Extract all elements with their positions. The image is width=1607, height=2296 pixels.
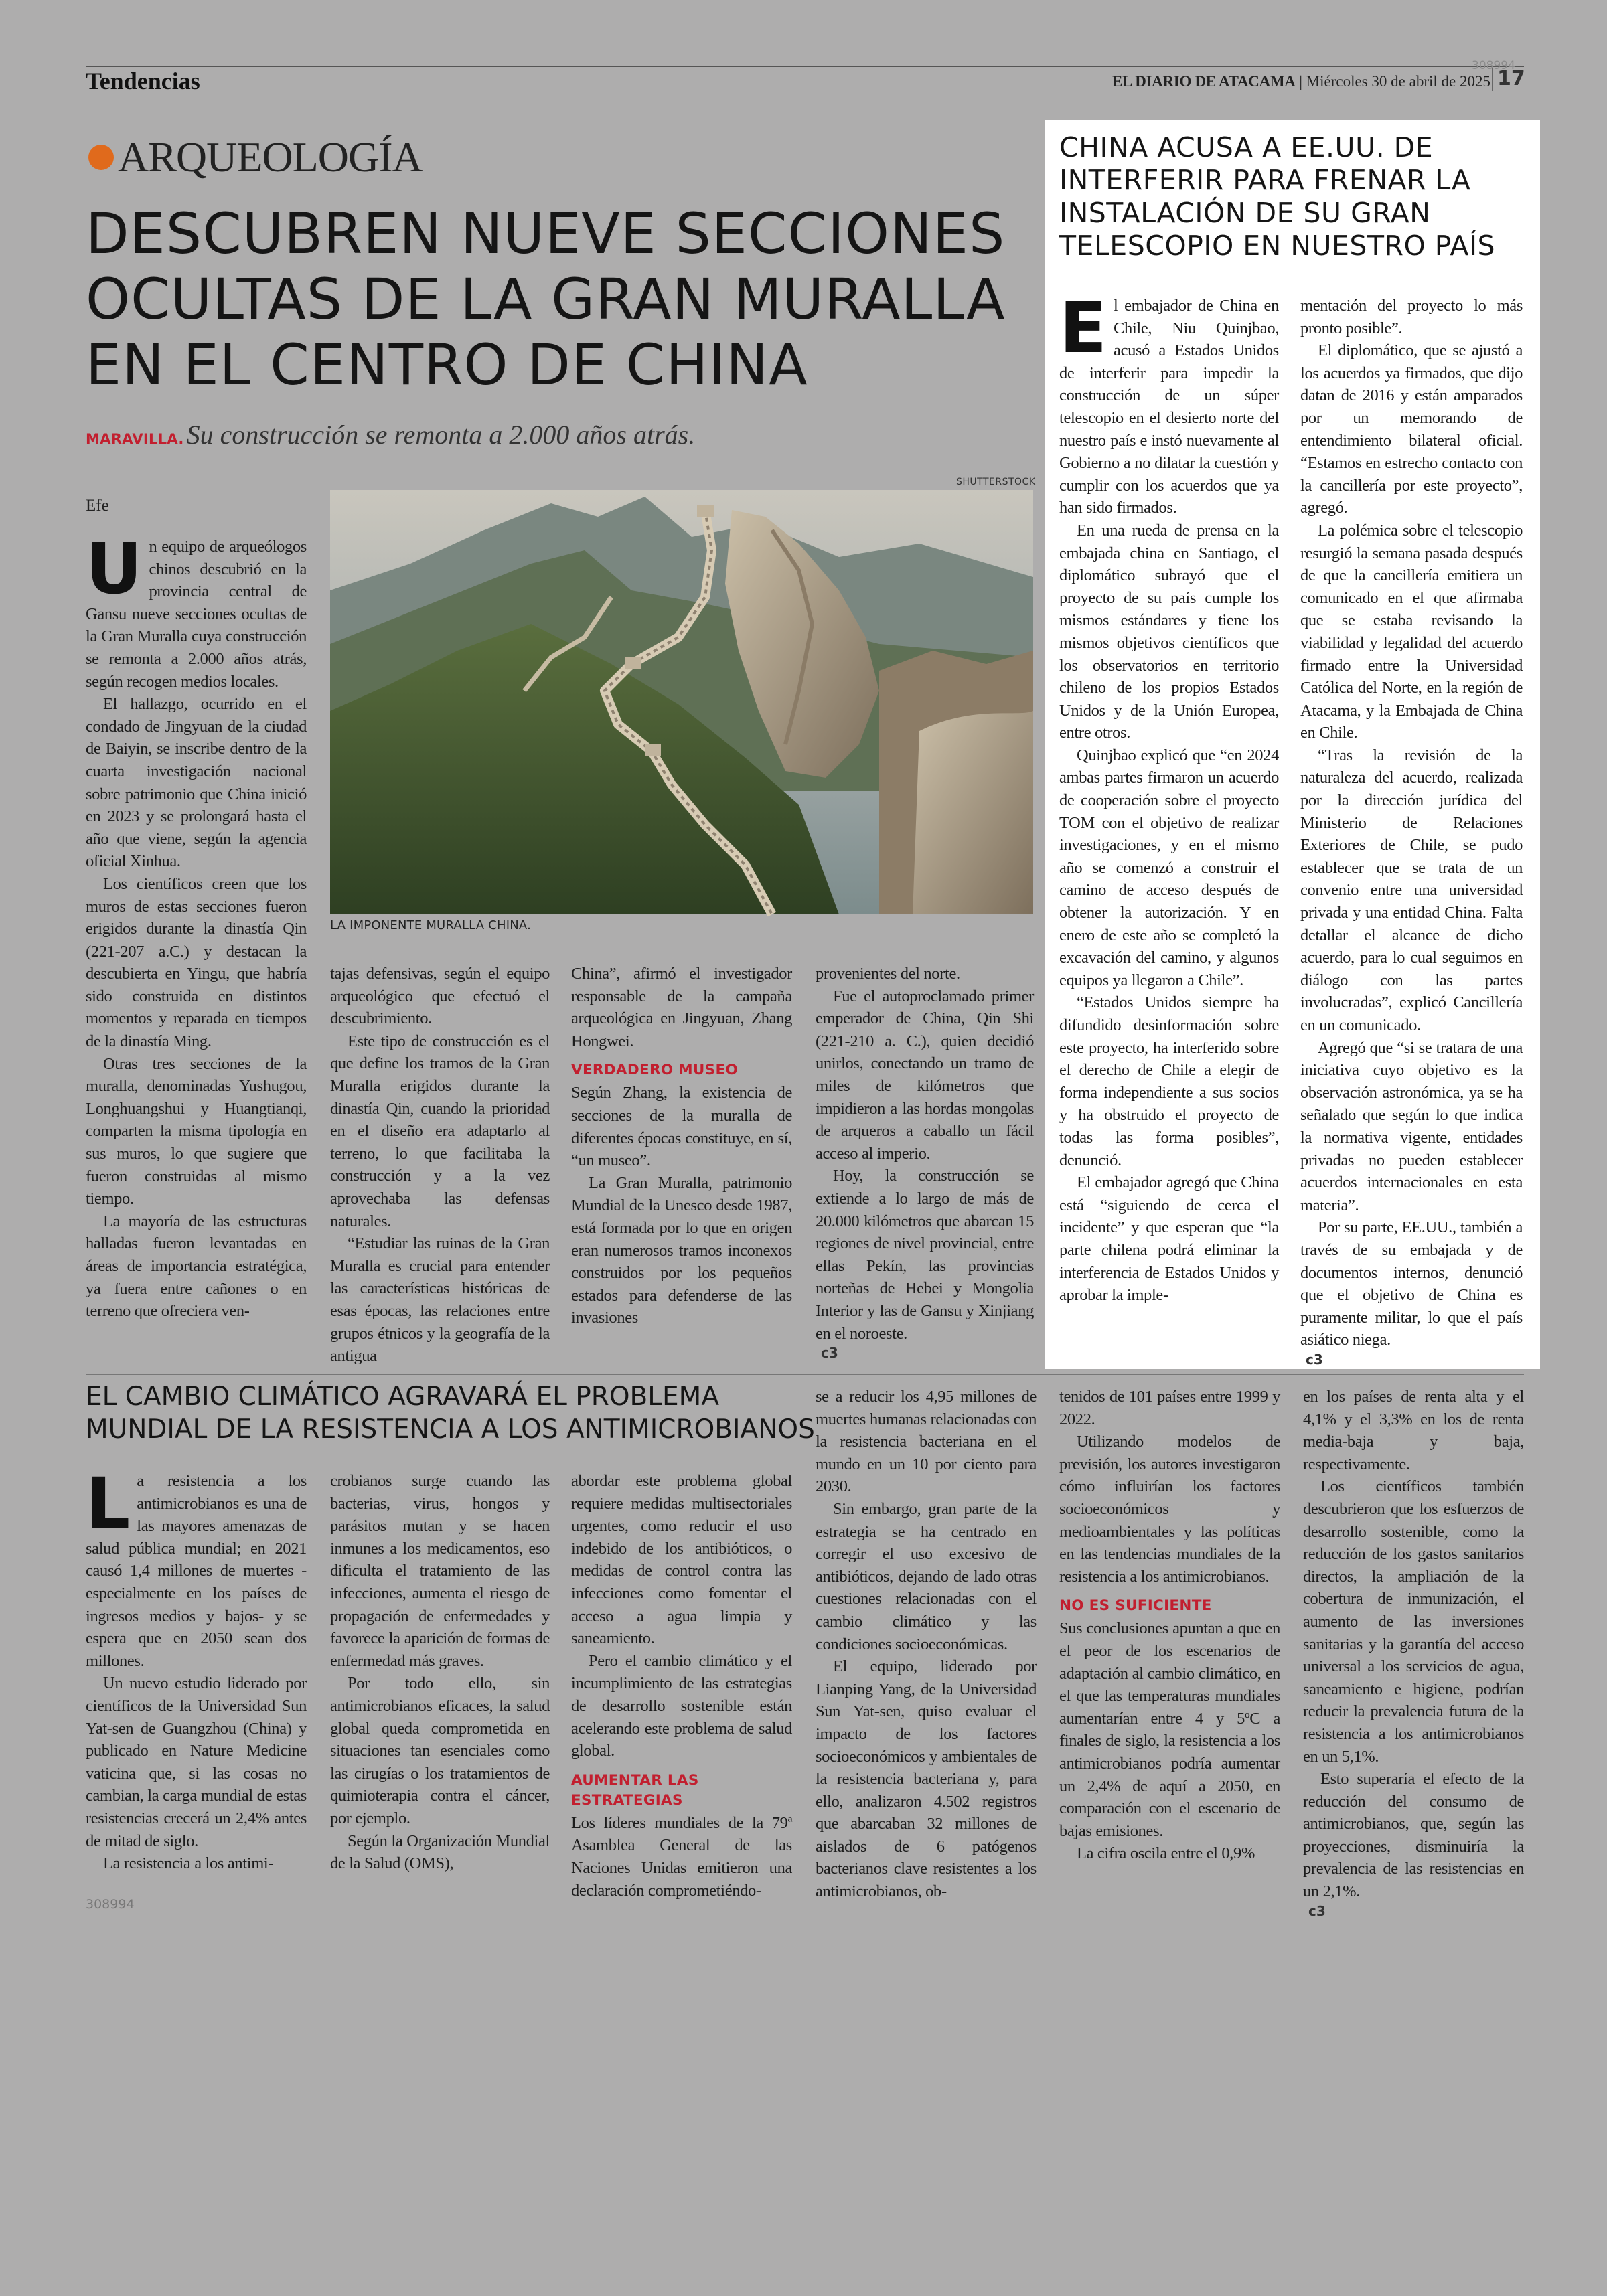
paragraph: El hallazgo, ocurrido en el condado de Jingyuan de la ciudad de Baiyin, se inscribe dentro de la cuarta investigación nacional sobre patrimonio que China inició en 2023 y se prolongará hasta el año que viene, según la agencia oficial Xinhua. — [86, 695, 307, 871]
article1-column-3 — [571, 963, 792, 1355]
photo-caption: LA IMPONENTE MURALLA CHINA. — [330, 918, 532, 932]
photo-credit: SHUTTERSTOCK — [956, 477, 1036, 487]
dropcap: L — [86, 1463, 131, 1544]
paragraph: Esto superaría el efecto de la reducción del consumo de antimicrobianos, que, según las proyecciones, disminuiría la prevalencia de las resistencias en un 2,1%. — [1303, 1770, 1524, 1901]
paragraph: n equipo de arqueólogos chinos descubrió en la provincia central de Gansu nueve secciones ocultas de la Gran Muralla cuya construcción se remonta a 2.000 años atrás, según recogen medios locales. — [86, 538, 307, 691]
article3-column-6 — [1303, 1386, 1524, 1919]
end-mark-icon: c3 — [821, 1345, 838, 1362]
paragraph: El equipo, liderado por Lianping Yang, de la Universidad Sun Yat-sen, quiso evaluar el impacto de los factores socioeconómicos y ambientales de la resistencia bacteriana y, para ello, analizaron 4.502 registros que abarcaban 32 millones de aislados de 6 patógenos bacterianos clave resistentes a los antimicrobianos, ob- — [816, 1657, 1037, 1901]
article1-column-4 — [816, 963, 1034, 1362]
great-wall-photo — [330, 490, 1033, 914]
end-mark-icon: c3 — [1306, 1351, 1323, 1368]
masthead-line — [1112, 71, 1490, 92]
kicker-text: ARQUEOLOGÍA — [118, 133, 423, 181]
paragraph: Sin embargo, gran parte de la estrategia se ha centrado en corregir el uso excesivo de antibióticos, dejando de lado otras cuestiones relacionadas con el cambio climático y las condiciones socioeconómicas. — [816, 1499, 1037, 1653]
paragraph: En una rueda de prensa en la embajada china en Santiago, el diplomático subrayó que el proyecto de su país cumple los mismos estándares y tiene los mismos objetivos científicos que los observatorios en territorio chileno de los propios Estados Unidos y de la Unión Europea, entre otros. — [1059, 521, 1279, 742]
article2-column-1 — [1059, 287, 1279, 1352]
top-rule — [86, 66, 1524, 67]
paragraph: “Estados Unidos siempre ha difundido desinformación sobre este proyecto, ha interferido sobre el derecho de Chile a elegir de forma independiente a sus socios y ha obstruido el proyecto de todas las forma posibles”, denunció. — [1059, 993, 1279, 1169]
end-mark-icon: c3 — [1308, 1902, 1326, 1919]
lead-line — [86, 419, 695, 450]
article3-column-3 — [571, 1470, 792, 1912]
byline: Efe — [86, 497, 109, 515]
issue-date: Miércoles 30 de abril de 2025 — [1306, 73, 1490, 90]
paragraph: La Gran Muralla, patrimonio Mundial de la Unesco desde 1987, está formada por lo que en origen eran numerosos tramos inconexos construidos por los pequeños estados para defenderse de las invasiones — [571, 1173, 792, 1327]
article-kicker — [88, 133, 423, 182]
paragraph: Otras tres secciones de la muralla, denominadas Yushugou, Longhuangshui y Huangtianqi, comparten la misma tipología en sus muros, lo que sugiere que fueron construidas al mismo tiempo. — [86, 1054, 307, 1208]
lead-label: MARAVILLA. — [86, 431, 184, 447]
paragraph: abordar este problema global requiere medidas multisectoriales urgentes, como reducir el uso indebido de los antibióticos, o medidas de control contra las infecciones como fomentar el acceso a agua limpia y saneamiento. — [571, 1472, 792, 1648]
title-line: OCULTAS DE LA GRAN MURALLA — [86, 266, 1006, 332]
paragraph: mentación del proyecto lo más pronto posible”. — [1300, 297, 1523, 337]
article3-column-2 — [330, 1470, 550, 1912]
paragraph: l embajador de China en Chile, Niu Quinjbao, acusó a Estados Unidos de interferir para impedir la construcción de un súper telescopio en el desierto norte del nuestro país e instó nuevamente al Gobierno a no dilatar la cuestión y cumplir con los acuerdos que ya han sido firmados. — [1059, 297, 1279, 517]
section-divider — [86, 1374, 1524, 1375]
paragraph: Un nuevo estudio liderado por científicos de la Universidad Sun Yat-sen de Guangzhou (China) y publicado en Nature Medicine vaticina que, si las cosas no cambian, la carga mundial de estas resistencias crecerá un 2,4% antes de mitad de siglo. — [86, 1674, 307, 1850]
masthead-separator: | — [1299, 73, 1302, 90]
paragraph: Pero el cambio climático y el incumplimiento de las estrategias de desarrollo sostenible están acelerando este problema de salud global. — [571, 1651, 792, 1760]
paragraph: se a reducir los 4,95 millones de muertes humanas relacionadas con la resistencia bacteriana en el mundo en un 10 por ciento para 2030. — [816, 1388, 1037, 1496]
article3-title — [86, 1380, 822, 1446]
orange-dot-icon — [88, 145, 114, 170]
lead-text: Su construcción se remonta a 2.000 años atrás. — [186, 420, 696, 450]
paragraph: Los científicos también descubrieron que los esfuerzos de desarrollo sostenible, como la reducción de los gastos sanitarios directos, la ampliación de la cobertura de inmunización, el aumento de las inversiones sanitarias y la garantía del acceso universal a los servicios de agua, saneamiento e higiene, podrían reducir la prevalencia futura de la resistencia a los antimicrobianos en un 5,1%. — [1303, 1477, 1524, 1766]
paragraph: Según Zhang, la existencia de secciones de la muralla de diferentes épocas constituye, en sí, “un museo”. — [571, 1084, 792, 1170]
paragraph: La cifra oscila entre el 0,9% — [1077, 1844, 1255, 1863]
title-line: INTERFERIR PARA FRENAR LA — [1059, 164, 1471, 196]
title-line: EN EL CENTRO DE CHINA — [86, 332, 808, 398]
dropcap: E — [1059, 287, 1107, 369]
article3-column-4 — [816, 1386, 1037, 1912]
paragraph: Los líderes mundiales de la 79ª Asamblea General de las Naciones Unidas emitieron una declaración comprometiéndo- — [571, 1813, 792, 1900]
paragraph: crobianos surge cuando las bacterias, virus, hongos y parásitos mutan y se hacen inmunes a los medicamentos, eso dificulta el tratamiento de las infecciones, aumenta el riesgo de propagación de enfermedades y favorece la aparición de formas de enfermedad más graves. — [330, 1472, 550, 1670]
paragraph: Este tipo de construcción es el que define los tramos de la Gran Muralla erigidos durante la dinastía Qin, cuando la prioridad en el diseño era adaptarlo al terreno, lo que facilitaba la construcción y a la vez aprovechaba las defensas naturales. — [330, 1032, 550, 1230]
page-number-text: 17 — [1497, 67, 1525, 90]
paragraph: a resistencia a los antimicrobianos es una de las mayores amenazas de salud pública mundial; en 2021 causó 1,4 millones de muertes -especialmente en los países de ingresos medios y bajos- y se espera que en 2050 sean dos millones. — [86, 1472, 307, 1670]
article3-column-5 — [1059, 1386, 1280, 1912]
paragraph: La resistencia a los antimi- — [103, 1854, 274, 1873]
paragraph: La polémica sobre el telescopio resurgió la semana pasada después de que la cancillería emitiera un comunicado en el que afirmaba que se estaba revisando la viabilidad y legalidad del acuerdo firmado entre la Universidad Católica del Norte, en la región de Atacama, y la Embajada de China en Chile. — [1300, 521, 1523, 742]
subhead: AUMENTAR LAS ESTRATEGIAS — [571, 1771, 699, 1809]
article3-column-1 — [86, 1463, 307, 1898]
paragraph: “Estudiar las ruinas de la Gran Muralla es crucial para entender las características históricas de esas épocas, las relaciones entre grupos étnicos y la geografía de la antigua — [330, 1234, 550, 1366]
paragraph: en los países de renta alta y el 4,1% y el 3,3% en los de renta media-baja y baja, respectivamente. — [1303, 1388, 1524, 1473]
article2-title — [1059, 131, 1528, 262]
dropcap: U — [86, 528, 143, 610]
paragraph: China”, afirmó el investigador responsable de la campaña arqueológica en Jingyuan, Zhang Hongwei. — [571, 965, 792, 1050]
paragraph: El embajador agregó que China está “siguiendo de cerca el incidente” y que esperan que “la parte chilena podrá eliminar la interferencia de Estados Unidos y aprobar la imple- — [1059, 1173, 1279, 1305]
code-bottom: 308994 — [86, 1897, 135, 1912]
paragraph: Hoy, la construcción se extiende a lo largo de más de 20.000 kilómetros que abarcan 15 regiones de nivel provincial, entre ellas Pekín, las provincias norteñas de Hebei y Mongolia Interior y las de Gansu y Xinjiang en el noroeste. — [816, 1167, 1034, 1343]
title-line: INSTALACIÓN DE SU GRAN — [1059, 197, 1431, 229]
paragraph: Utilizando modelos de previsión, los autores investigaron cómo influirían los factores socioeconómicos y medioambientales y las políticas en las tendencias mundiales de la resistencia a los antimicrobianos. — [1059, 1432, 1280, 1586]
paper-name: EL DIARIO DE ATACAMA — [1112, 73, 1296, 90]
paragraph: Quinjbao explicó que “en 2024 ambas partes firmaron un acuerdo de cooperación sobre el proyecto TOM con el objetivo de realizar investigaciones, y en el mismo año se comenzó a construir el camino de acceso después de obtener la autorización. Y en enero de este año se completó la excavación del camino, y algunos equipos ya llegaron a Chile”. — [1059, 746, 1279, 989]
title-line: TELESCOPIO EN NUESTRO PAÍS — [1059, 230, 1496, 262]
paragraph: Sus conclusiones apuntan a que en el peor de los escenarios de adaptación al cambio climático, en el que las temperaturas mundiales aumentarían entre 4 y 5ºC a finales de siglo, la resistencia a los antimicrobianos podría aumentar un 2,4% de aquí a 2050, en comparación con el escenario de bajas emisiones. — [1059, 1619, 1280, 1840]
great-wall-illustration — [330, 490, 1033, 914]
paragraph: Por su parte, EE.UU., también a través de su embajada y de documentos internos, denunció que el objetivo de China es puramente militar, lo que el país asiático niega. — [1300, 1218, 1523, 1349]
title-line: DESCUBREN NUEVE SECCIONES — [86, 201, 1006, 266]
title-line: EL CAMBIO CLIMÁTICO AGRAVARÁ EL PROBLEMA — [86, 1382, 719, 1412]
article2-column-2 — [1300, 295, 1523, 1368]
paragraph: Por todo ello, sin antimicrobianos eficaces, la salud global queda comprometida en situaciones tan esenciales como las cirugías o los tratamientos de quimioterapia contra el cáncer, por ejemplo. — [330, 1674, 550, 1827]
paragraph: Fue el autoproclamado primer emperador de China, Qin Shi (221-210 a. C.), quien decidió unirlos, conectando un tramo de miles de kilómetros que impidieron a las hordas mongolas de arqueros a caballo un fácil acceso al imperio. — [816, 987, 1034, 1163]
paragraph: Agregó que “si se tratara de una iniciativa cuyo objetivo es la observación astronómica, ya se ha señalado que según lo que indica la normativa vigente, entidades privadas no pueden establecer acuerdos internacionales en esta materia”. — [1300, 1038, 1523, 1214]
subhead: VERDADERO MUSEO — [571, 1062, 739, 1079]
article1-column-1 — [86, 528, 307, 1355]
paragraph: El diplomático, que se ajustó a los acuerdos ya firmados, que dijo datan de 2016 y están amparados por un memorando de entendimiento bilateral oficial. “Estamos en estrecho contacto con la cancillería por este proyecto”, agregó. — [1300, 341, 1523, 517]
paragraph: La mayoría de las estructuras halladas fueron levantadas en áreas de importancia estratégica, ya fuera entre cañones o en terreno que ofreciera ven- — [86, 1212, 307, 1321]
title-line: MUNDIAL DE LA RESISTENCIA A LOS ANTIMICROBIANOS — [86, 1414, 815, 1445]
section-name: Tendencias — [86, 68, 200, 94]
paragraph: “Tras la revisión de la naturaleza del acuerdo, realizada por la dirección jurídica del Ministerio de Relaciones Exteriores de Chile, se pudo establecer que se trata de un convenio entre una universidad privada y una entidad China. Falta detallar el alcance de dicho acuerdo, para lo cual seguimos en diálogo con las partes involucradas”, explicó Cancillería en un comunicado. — [1300, 746, 1523, 1034]
paragraph: tenidos de 101 países entre 1999 y 2022. — [1059, 1388, 1280, 1428]
paragraph: Los científicos creen que los muros de estas secciones fueron erigidos durante la dinastía Qin (221-207 a.C.) y destacan la descubierta en Yingu, que habría sido construida en distintos momentos y reparada en tiempos de la dinastía Ming. — [86, 874, 307, 1051]
code-top: 308994 — [1472, 59, 1515, 72]
subhead: NO ES SUFICIENTE — [1059, 1597, 1212, 1615]
article-title — [86, 201, 1050, 398]
paragraph: provenientes del norte. — [816, 965, 960, 983]
paragraph: tajas defensivas, según el equipo arqueológico que efectuó el descubrimiento. — [330, 965, 550, 1028]
article1-column-2 — [330, 963, 550, 1366]
paragraph: Según la Organización Mundial de la Salud (OMS), — [330, 1831, 550, 1873]
title-line: CHINA ACUSA A EE.UU. DE — [1059, 131, 1434, 163]
